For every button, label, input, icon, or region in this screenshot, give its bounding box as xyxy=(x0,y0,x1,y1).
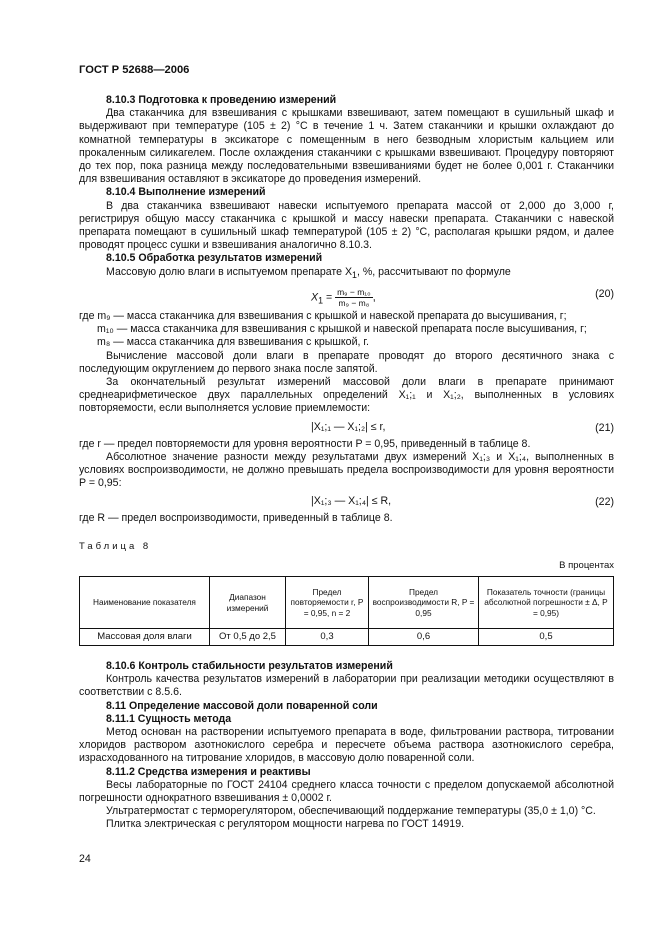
formula-20 xyxy=(79,282,614,310)
balance-paragraph: Весы лабораторные по ГОСТ 24104 среднего класса точности с пределом допускаемой абсолютной погрешности однократного взвешивания ± 0,0002 г. xyxy=(79,778,614,805)
formula-22-number: (22) xyxy=(595,496,614,509)
formula-20-expression: $X_1$ = $\frac{\text{m₉ − m₁₀}}{\text{m₉ − m₈}}$ , xyxy=(311,286,376,308)
section-8-10-4-text: В два стаканчика взвешивают навески испытуемого препарата массой от 2,000 до 3,000 г, регистрируя общую массу стаканчика с крышкой и массу навески препарата. Стаканчики с навеской препарата помещают в сушильный шкаф температурой (105 ± 2) °С, располагая крышки рядом, и далее проводят процесс сушки и взвешивания аналогично 8.10.3. xyxy=(79,199,614,252)
section-8-10-4-title: 8.10.4 Выполнение измерений xyxy=(106,186,266,199)
table-cell: 0,5 xyxy=(479,629,614,646)
table-header-row xyxy=(80,577,614,629)
formula-22 xyxy=(79,490,614,512)
table-header-cell: Диапазон измерений xyxy=(210,577,286,629)
document-header: ГОСТ Р 52688—2006 xyxy=(79,64,190,76)
formula-20-number: (20) xyxy=(595,287,614,300)
table-header-cell: Показатель точности (границы абсолютной погрешности ± Δ, P = 0,95) xyxy=(479,577,614,629)
table-cell: 0,6 xyxy=(369,629,479,646)
table-cell: Массовая доля влаги xyxy=(80,629,210,646)
section-8-10-5-title: 8.10.5 Обработка результатов измерений xyxy=(106,252,323,265)
formula-21 xyxy=(79,416,614,438)
table-cell: От 0,5 до 2,5 xyxy=(210,629,286,646)
section-8-11-title: 8.11 Определение массовой доли поваренной соли xyxy=(106,699,378,712)
where-m10: m₁₀ — масса стаканчика для взвешивания с крышкой и навеской препарата после высушивания, г; xyxy=(97,323,587,336)
section-8-10-6-text: Контроль качества результатов измерений в лаборатории при реализации методики осуществляют в соответствии с 8.5.6. xyxy=(79,673,614,699)
final-result-paragraph: За окончательный результат измерений массовой доли влаги в препарате принимают среднеарифметическое двух параллельных определений X₁;₁ и X₁;₂, выполненных в условиях повторяемости, если выполняется условие приемлемости: xyxy=(79,375,614,415)
reproducibility-paragraph: Абсолютное значение разности между результатами двух измерений X₁;₃ и X₁;₄, выполненных в условиях воспроизводимости, не должно превышать предела воспроизводимости для уровня вероятности P = 0,95: xyxy=(79,450,614,490)
table-row xyxy=(80,629,614,646)
where-m9: где m₉ — масса стаканчика для взвешивания с крышкой и навеской препарата до высушивания, г; xyxy=(79,309,567,322)
section-8-10-3-text: Два стаканчика для взвешивания с крышками взвешивают, затем помещают в сушильный шкаф и выдерживают при температуре (105 ± 2) °С в течение 1 ч. Затем стаканчики и крышки охлаждают до комнатной температуры в эксикаторе с помещенным в него безводным хлористым кальцием или прокаленным силикагелем. После охлаждения стаканчики с крышками взвешивают. Процедуру повторяют до тех пор, пока разница между последовательными взвешиваниями будет не более 0,001 г. Стаканчики для взвешивания оставляют в эксикаторе до проведения измерений. xyxy=(79,107,614,186)
page-number: 24 xyxy=(79,853,91,865)
document-body xyxy=(79,94,614,832)
section-8-10-3-title: 8.10.3 Подготовка к проведению измерений xyxy=(106,94,337,106)
table-header-cell: Предел воспроизводимости R, P = 0,95 xyxy=(369,577,479,629)
section-8-10-6-title: 8.10.6 Контроль стабильности результатов измерений xyxy=(106,660,393,672)
where-m8: m₈ — масса стаканчика для взвешивания с крышкой, г. xyxy=(97,336,369,349)
thermostat-paragraph: Ультратермостат с терморегулятором, обеспечивающий поддержание температуры (35,0 ± 1,0) °С. xyxy=(106,805,596,818)
table-8 xyxy=(79,576,614,646)
section-8-11-1-text: Метод основан на растворении испытуемого препарата в воде, фильтровании раствора, титровании хлоридов раствором азотнокислого серебра и пересчете объема раствора азотнокислого серебра, израсходованного на титрование хлоридов, в массовую долю поваренной соли. xyxy=(79,726,614,765)
formula-intro: Массовую долю влаги в испытуемом препарате $X_1$, %, рассчитывают по формуле xyxy=(106,265,511,280)
hotplate-paragraph: Плитка электрическая с регулятором мощности нагрева по ГОСТ 14919. xyxy=(106,818,465,831)
table-8-units: В процентах xyxy=(559,559,614,571)
section-8-11-1-title: 8.11.1 Сущность метода xyxy=(106,712,232,725)
section-8-11-2-title: 8.11.2 Средства измерения и реактивы xyxy=(106,765,311,778)
formula-21-number: (21) xyxy=(595,421,614,434)
table-header-cell: Наименование показателя xyxy=(80,577,210,629)
table-header-cell: Предел повторяемости r, P = 0,95, n = 2 xyxy=(286,577,369,629)
formula-20-fraction: $\frac{\text{m₉ − m₁₀}}{\text{m₉ − m₈}}$ xyxy=(337,286,371,308)
reproducibility-note: где R — предел воспроизводимости, приведенный в таблице 8. xyxy=(79,512,393,525)
formula-22-expression: |X₁;₃ — X₁;₄| ≤ R, xyxy=(311,495,392,508)
table-8-caption: Таблица 8 xyxy=(79,540,152,552)
repeatability-note: где r — предел повторяемости для уровня вероятности P = 0,95, приведенный в таблице 8. xyxy=(79,437,531,450)
formula-21-expression: |X₁;₁ — X₁;₂| ≤ r, xyxy=(311,420,386,433)
table-cell: 0,3 xyxy=(286,629,369,646)
rounding-paragraph: Вычисление массовой доли влаги в препарате проводят до второго десятичного знака с последующим округлением до первого знака после запятой. xyxy=(79,349,614,375)
